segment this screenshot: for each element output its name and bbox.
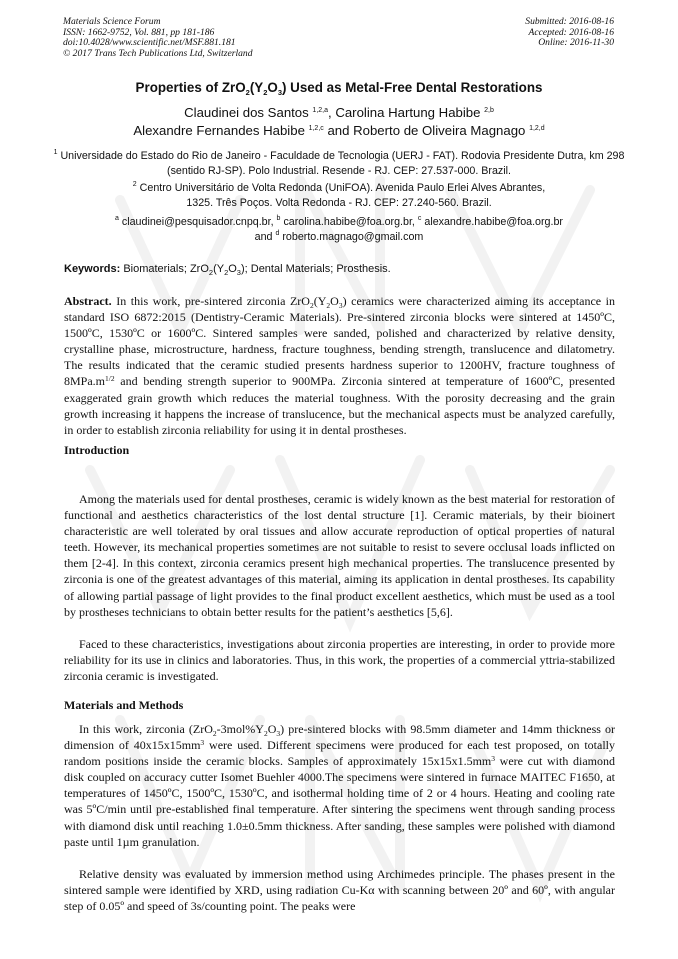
section-heading-methods: Materials and Methods xyxy=(64,698,184,712)
affiliation-1: $^1$ Universidade do Estado do Rio de Janeiro - Faculdade de Tecnologia (UERJ - FAT). Rodovia Presidente Dutra, km 298 (sentido RJ-SP). Polo Industrial. Resende - RJ. CEP: 27.537-000. Brazil. xyxy=(53,149,625,177)
author-emails: $^a$ claudinei@pesquisador.cnpq.br, $^b$ carolina.habibe@foa.org.br, $^c$ alexandre.habibe@foa.org.br and $^d$ roberto.magnago@gmail.com xyxy=(115,215,563,243)
author-name: Claudinei dos Santos xyxy=(184,105,309,120)
doi-line: doi:10.4028/www.scientific.net/MSF.881.181 xyxy=(63,37,236,49)
submitted-date: Submitted: 2016-08-16 xyxy=(525,16,614,27)
email-link[interactable]: carolina.habibe@foa.org.br, xyxy=(283,216,415,228)
online-date: Online: 2016-11-30 xyxy=(538,37,614,49)
paragraph: Relative density was evaluated by immersion method using Archimedes principle. The phases present in the sintered sample were identified by XRD, using radiation Cu-Kα with scanning between 20º and 60º, with angular step of 0.05º and speed of 3s/counting point. The peaks were xyxy=(64,867,615,914)
section-heading-introduction: Introduction xyxy=(64,443,130,457)
author-name: , Carolina Hartung Habibe xyxy=(328,105,481,120)
journal-info xyxy=(63,17,253,59)
affiliation-2: $^2$ Centro Universitário de Volta Redonda (UniFOA). Avenida Paulo Erlei Alves Abrantes, 1325. Três Poços. Volta Redonda - RJ. CEP: 27.240-560. Brazil. xyxy=(132,181,546,209)
paragraph: Faced to these characteristics, investigations about zirconia properties are interesting, in order to provide more reliability for its use in clinics and laboratories. Thus, in this work, the properties of a commercial yttria-stabilized zirconia ceramic is investigated. xyxy=(64,637,615,684)
paragraph: In this work, zirconia $(ZrO_2-3mol\%Y_2O_3)$ pre-sintered blocks with 98.5mm diameter and 14mm thickness or dimension of $40x15x15mm^3$ were used. Different specimens were produced for each test proposed, on totally random positions inside the ceramic blocks. Samples of approximately $15x15x1.5mm^3$ were cut with diamond disk coupled on accuracy cutter Isomet Buehler 4000.The specimens were sintered in furnace MAITEC F1650, at temperatures of 1450ºC, 1500ºC, 1530ºC, and isothermal holding time of 2 or 4 hours. Heating and cooling rate was 5ºC/min until pre-established final temperature. After sintering the specimens went through sanding process with diamond disk until reaching 1.0±0.5mm thickness. After sanding, these samples were polished with diamond paste until 1µm granulation. xyxy=(64,722,615,849)
copyright-line: © 2017 Trans Tech Publications Ltd, Switzerland xyxy=(63,47,253,59)
accepted-date: Accepted: 2016-08-16 xyxy=(528,26,614,38)
email-link[interactable]: claudinei@pesquisador.cnpq.br, xyxy=(121,216,274,228)
publication-dates xyxy=(525,17,614,49)
author-name: Alexandre Fernandes Habibe xyxy=(133,123,305,138)
author-name: and Roberto de Oliveira Magnago xyxy=(323,123,526,138)
abstract: Abstract. In this work, pre-sintered zirconia $ZrO_2(Y_2O_3)$ ceramics were characterized aiming its acceptance in standard ISO 6872:2015 (Dentistry-Ceramic Materials). Pre-sintered zirconia blocks were sintered at 1450ºC, 1500ºC, 1530ºC or 1600ºC. Sintered samples were sanded, polished and characterized by relative density, crystalline phase, microstructure, hardness, fracture toughness, bending strength, translucence and dilatometry. The results indicated that the ceramic studied presents hardness superior to 1200HV, fracture toughness of $8MPa.m^{1/2}$ and bending strength superior to 900MPa. Zirconia sintered at temperature of 1600ºC, presented exaggerated grain growth which reduces the material toughness. With the porosity decreasing and the grain growth increasing it happens the increase of translucence, but the mechanical aspects must be analyzed carefully, in order to establish zirconia reliability for using it in dental prostheses. xyxy=(64,294,616,437)
paper-title: Properties of $ZrO_2(Y_2O_3)$ Used as Metal-Free Dental Restorations xyxy=(135,80,543,97)
author-list: Claudinei dos Santos $^{1,2,a}$, Carolina Hartung Habibe $^{2,b}$ Alexandre Fernandes Habibe $^{1,2,c}$ and Roberto de Oliveira Magnago $^{1,2,d}$ xyxy=(133,105,545,138)
email-link[interactable]: roberto.magnago@gmail.com xyxy=(282,231,424,243)
email-link[interactable]: alexandre.habibe@foa.org.br xyxy=(424,216,563,228)
journal-name: Materials Science Forum xyxy=(63,16,161,27)
paragraph: Among the materials used for dental prostheses, ceramic is widely known as the best material for restoration of functional and aesthetics characteristics of the lost dental structure [1]. Ceramic materials, by their bioinert characteristic are well tolerated by oral tissues and allow accurate reproduction of optical properties of natural teeth. However, its mechanical properties sometimes are not suitable to resist to severe occlusal loads inflicted on them [2-4]. In this context, zirconia ceramics present high mechanical properties. The translucence presented by zirconia is one of the greatest advantages of this material, aiming its application in dental prostheses. Its capability of allowing partial passage of light provides to the final product excellent aesthetics, which must be used as a tool by prostheses technicians to obtain better results for the patient’s aesthetics [5,6]. xyxy=(64,492,615,619)
keywords: Keywords: Biomaterials; $ZrO_2(Y_2O_3)$; Dental Materials; Prosthesis. xyxy=(64,263,391,277)
issn-line: ISSN: 1662-9752, Vol. 881, pp 181-186 xyxy=(63,26,215,38)
abstract-label: Abstract. xyxy=(64,294,112,308)
